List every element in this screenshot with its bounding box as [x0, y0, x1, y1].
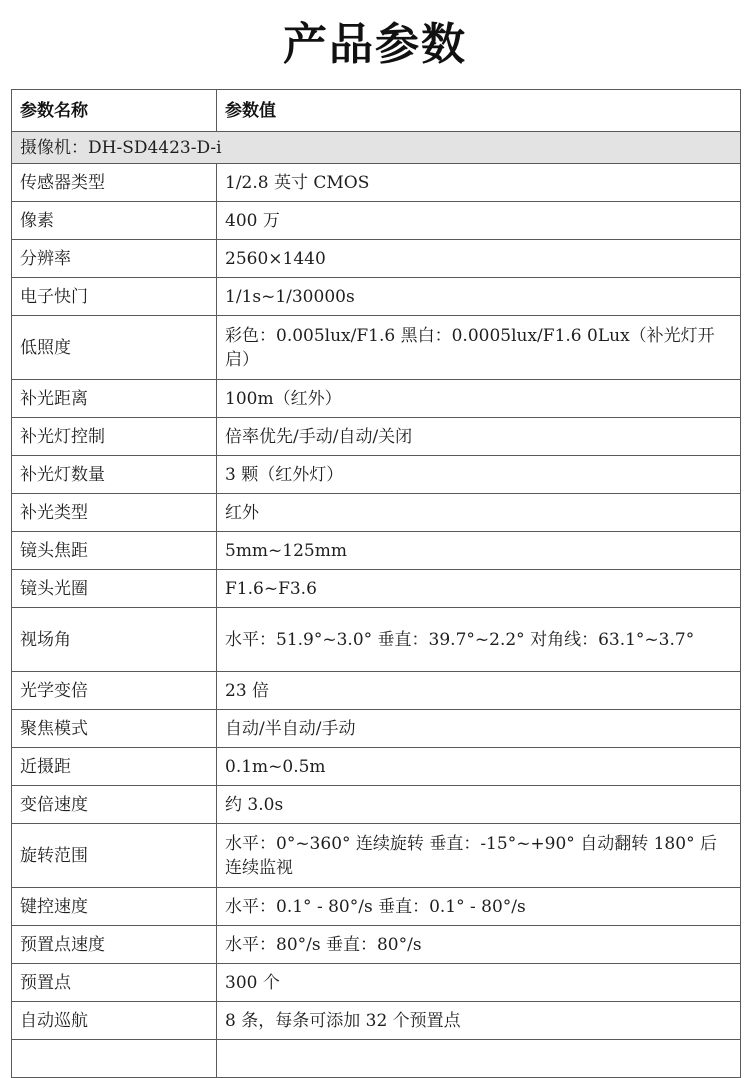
param-name-cell: 近摄距	[12, 748, 217, 786]
param-name-cell: 预置点	[12, 964, 217, 1002]
param-name-cell: 分辨率	[12, 240, 217, 278]
param-value-cell: 2560×1440	[217, 240, 741, 278]
section-label: 摄像机：DH-SD4423-D-i	[12, 132, 741, 164]
param-name-cell: 传感器类型	[12, 164, 217, 202]
table-row	[12, 926, 741, 964]
table-row	[12, 418, 741, 456]
table-row-partial	[12, 1040, 741, 1078]
table-row	[12, 380, 741, 418]
param-value-cell: F1.6~F3.6	[217, 570, 741, 608]
table-row	[12, 608, 741, 672]
table-row	[12, 164, 741, 202]
param-name-cell: 镜头光圈	[12, 570, 217, 608]
param-name-cell: 预置点速度	[12, 926, 217, 964]
table-row	[12, 824, 741, 888]
param-value-cell: 倍率优先/手动/自动/关闭	[217, 418, 741, 456]
param-name-cell: 镜头焦距	[12, 532, 217, 570]
table-row	[12, 786, 741, 824]
param-value-cell: 彩色：0.005lux/F1.6 黑白：0.0005lux/F1.6 0Lux（补光灯开启）	[217, 316, 741, 380]
param-value-cell: 100m（红外）	[217, 380, 741, 418]
param-name-cell: 补光灯控制	[12, 418, 217, 456]
table-row	[12, 748, 741, 786]
table-row	[12, 494, 741, 532]
param-name-cell	[12, 1040, 217, 1078]
param-value-cell	[217, 1040, 741, 1078]
param-name-cell: 变倍速度	[12, 786, 217, 824]
table-row	[12, 456, 741, 494]
param-value-cell: 1/2.8 英寸 CMOS	[217, 164, 741, 202]
param-name-cell: 键控速度	[12, 888, 217, 926]
table-row	[12, 1002, 741, 1040]
param-value-cell: 约 3.0s	[217, 786, 741, 824]
param-value-cell: 自动/半自动/手动	[217, 710, 741, 748]
table-row	[12, 570, 741, 608]
param-name-cell: 像素	[12, 202, 217, 240]
param-value-cell: 1/1s~1/30000s	[217, 278, 741, 316]
table-row	[12, 316, 741, 380]
param-name-cell: 旋转范围	[12, 824, 217, 888]
param-value-cell: 300 个	[217, 964, 741, 1002]
param-name-cell: 补光类型	[12, 494, 217, 532]
param-value-cell: 水平：0°~360° 连续旋转 垂直：-15°~+90° 自动翻转 180° 后连续监视	[217, 824, 741, 888]
table-row	[12, 278, 741, 316]
param-value-cell: 400 万	[217, 202, 741, 240]
param-name-cell: 电子快门	[12, 278, 217, 316]
section-row-camera	[12, 132, 741, 164]
param-name-cell: 补光距离	[12, 380, 217, 418]
page-title: 产品参数	[283, 19, 467, 70]
table-row	[12, 710, 741, 748]
spec-table	[11, 89, 741, 1078]
table-row	[12, 888, 741, 926]
param-value-cell: 5mm~125mm	[217, 532, 741, 570]
param-value-cell: 水平：51.9°~3.0° 垂直：39.7°~2.2° 对角线：63.1°~3.7°	[217, 608, 741, 672]
table-header-row	[12, 90, 741, 132]
table-row	[12, 240, 741, 278]
table-row	[12, 532, 741, 570]
param-value-cell: 0.1m~0.5m	[217, 748, 741, 786]
param-value-cell: 水平：80°/s 垂直：80°/s	[217, 926, 741, 964]
header-param-name: 参数名称	[12, 90, 217, 132]
param-name-cell: 光学变倍	[12, 672, 217, 710]
table-row	[12, 672, 741, 710]
param-name-cell: 低照度	[12, 316, 217, 380]
param-name-cell: 聚焦模式	[12, 710, 217, 748]
param-value-cell: 红外	[217, 494, 741, 532]
param-value-cell: 3 颗（红外灯）	[217, 456, 741, 494]
param-value-cell: 23 倍	[217, 672, 741, 710]
param-value-cell: 水平：0.1° - 80°/s 垂直：0.1° - 80°/s	[217, 888, 741, 926]
param-name-cell: 视场角	[12, 608, 217, 672]
param-name-cell: 补光灯数量	[12, 456, 217, 494]
header-param-value: 参数值	[217, 90, 741, 132]
param-name-cell: 自动巡航	[12, 1002, 217, 1040]
table-row	[12, 202, 741, 240]
param-value-cell: 8 条，每条可添加 32 个预置点	[217, 1002, 741, 1040]
table-row	[12, 964, 741, 1002]
